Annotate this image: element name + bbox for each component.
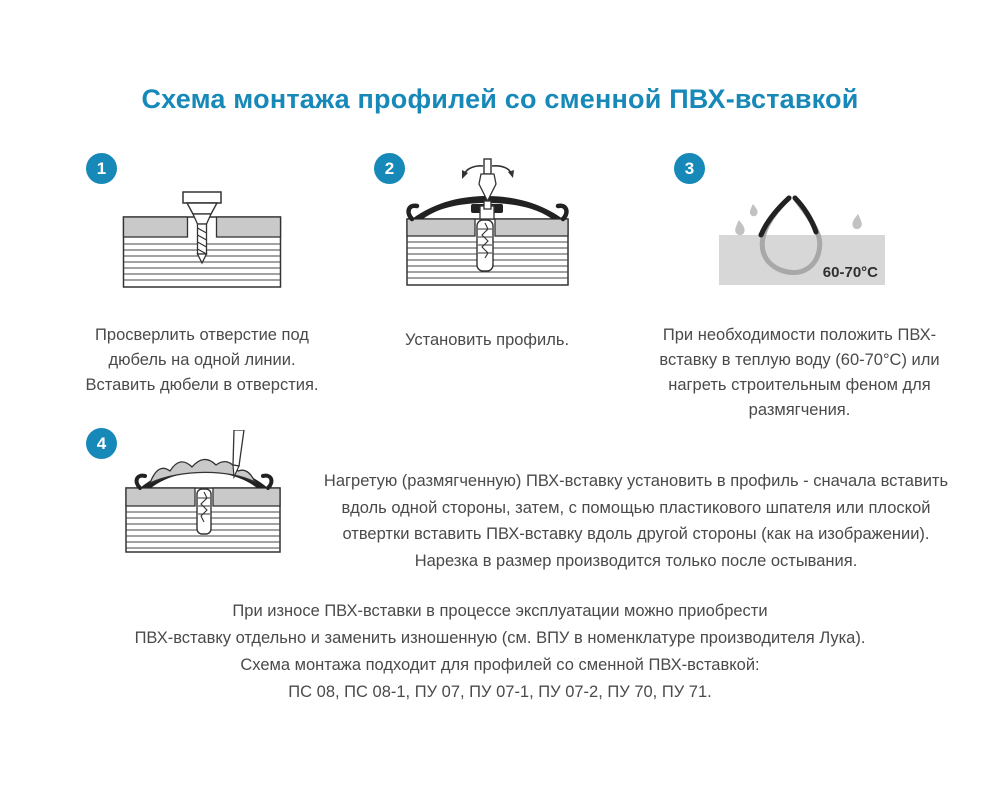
step-1-badge: 1: [86, 153, 117, 184]
step-1-caption: Просверлить отверстие под дюбель на одной линии. Вставить дюбели в отверстия.: [85, 326, 319, 394]
dowel-icon: [477, 220, 493, 271]
footer-line-2: ПВХ-вставку отдельно и заменить изношенную (см. ВПУ в номенклатуре производителя Лука).: [134, 629, 866, 647]
step-4-caption: Нагретую (размягченную) ПВХ-вставку установить в профиль - сначала вставить вдоль одной стороны, затем, с помощью пластикового шпателя или плоской отвертки вставить ПВХ-вставку вдоль другой стороны (как на изображении). Нарезка в размер производится только после остывания.: [323, 472, 949, 570]
illustration-drill-hole: [122, 190, 282, 290]
water-temperature-label: 60-70°C: [822, 264, 878, 281]
footer-line-3: Схема монтажа подходит для профилей со сменной ПВХ-вставкой:: [240, 656, 760, 674]
step-2-caption: Установить профиль.: [404, 331, 570, 349]
illustration-install-profile: [400, 157, 575, 289]
illustration-warm-water: [712, 192, 892, 292]
step-3-badge: 3: [674, 153, 705, 184]
footer-note: [0, 598, 1000, 706]
step-3-caption: При необходимости положить ПВХ-вставку в теплую воду (60-70°С) или нагреть строительным феном для размягчения.: [659, 326, 940, 419]
step-4-badge: 4: [86, 428, 117, 459]
illustration-press-insert: [118, 430, 288, 555]
step-2-badge: 2: [374, 153, 405, 184]
dowel-icon: [197, 489, 211, 534]
page-title: Схема монтажа профилей со сменной ПВХ-вставкой: [141, 84, 859, 114]
footer-line-1: При износе ПВХ-вставки в процессе эксплуатации можно приобрести: [232, 602, 768, 620]
footer-line-4: ПС 08, ПС 08-1, ПУ 07, ПУ 07-1, ПУ 07-2, ПУ 70, ПУ 71.: [288, 683, 712, 701]
water-droplets-icon: [735, 204, 862, 235]
